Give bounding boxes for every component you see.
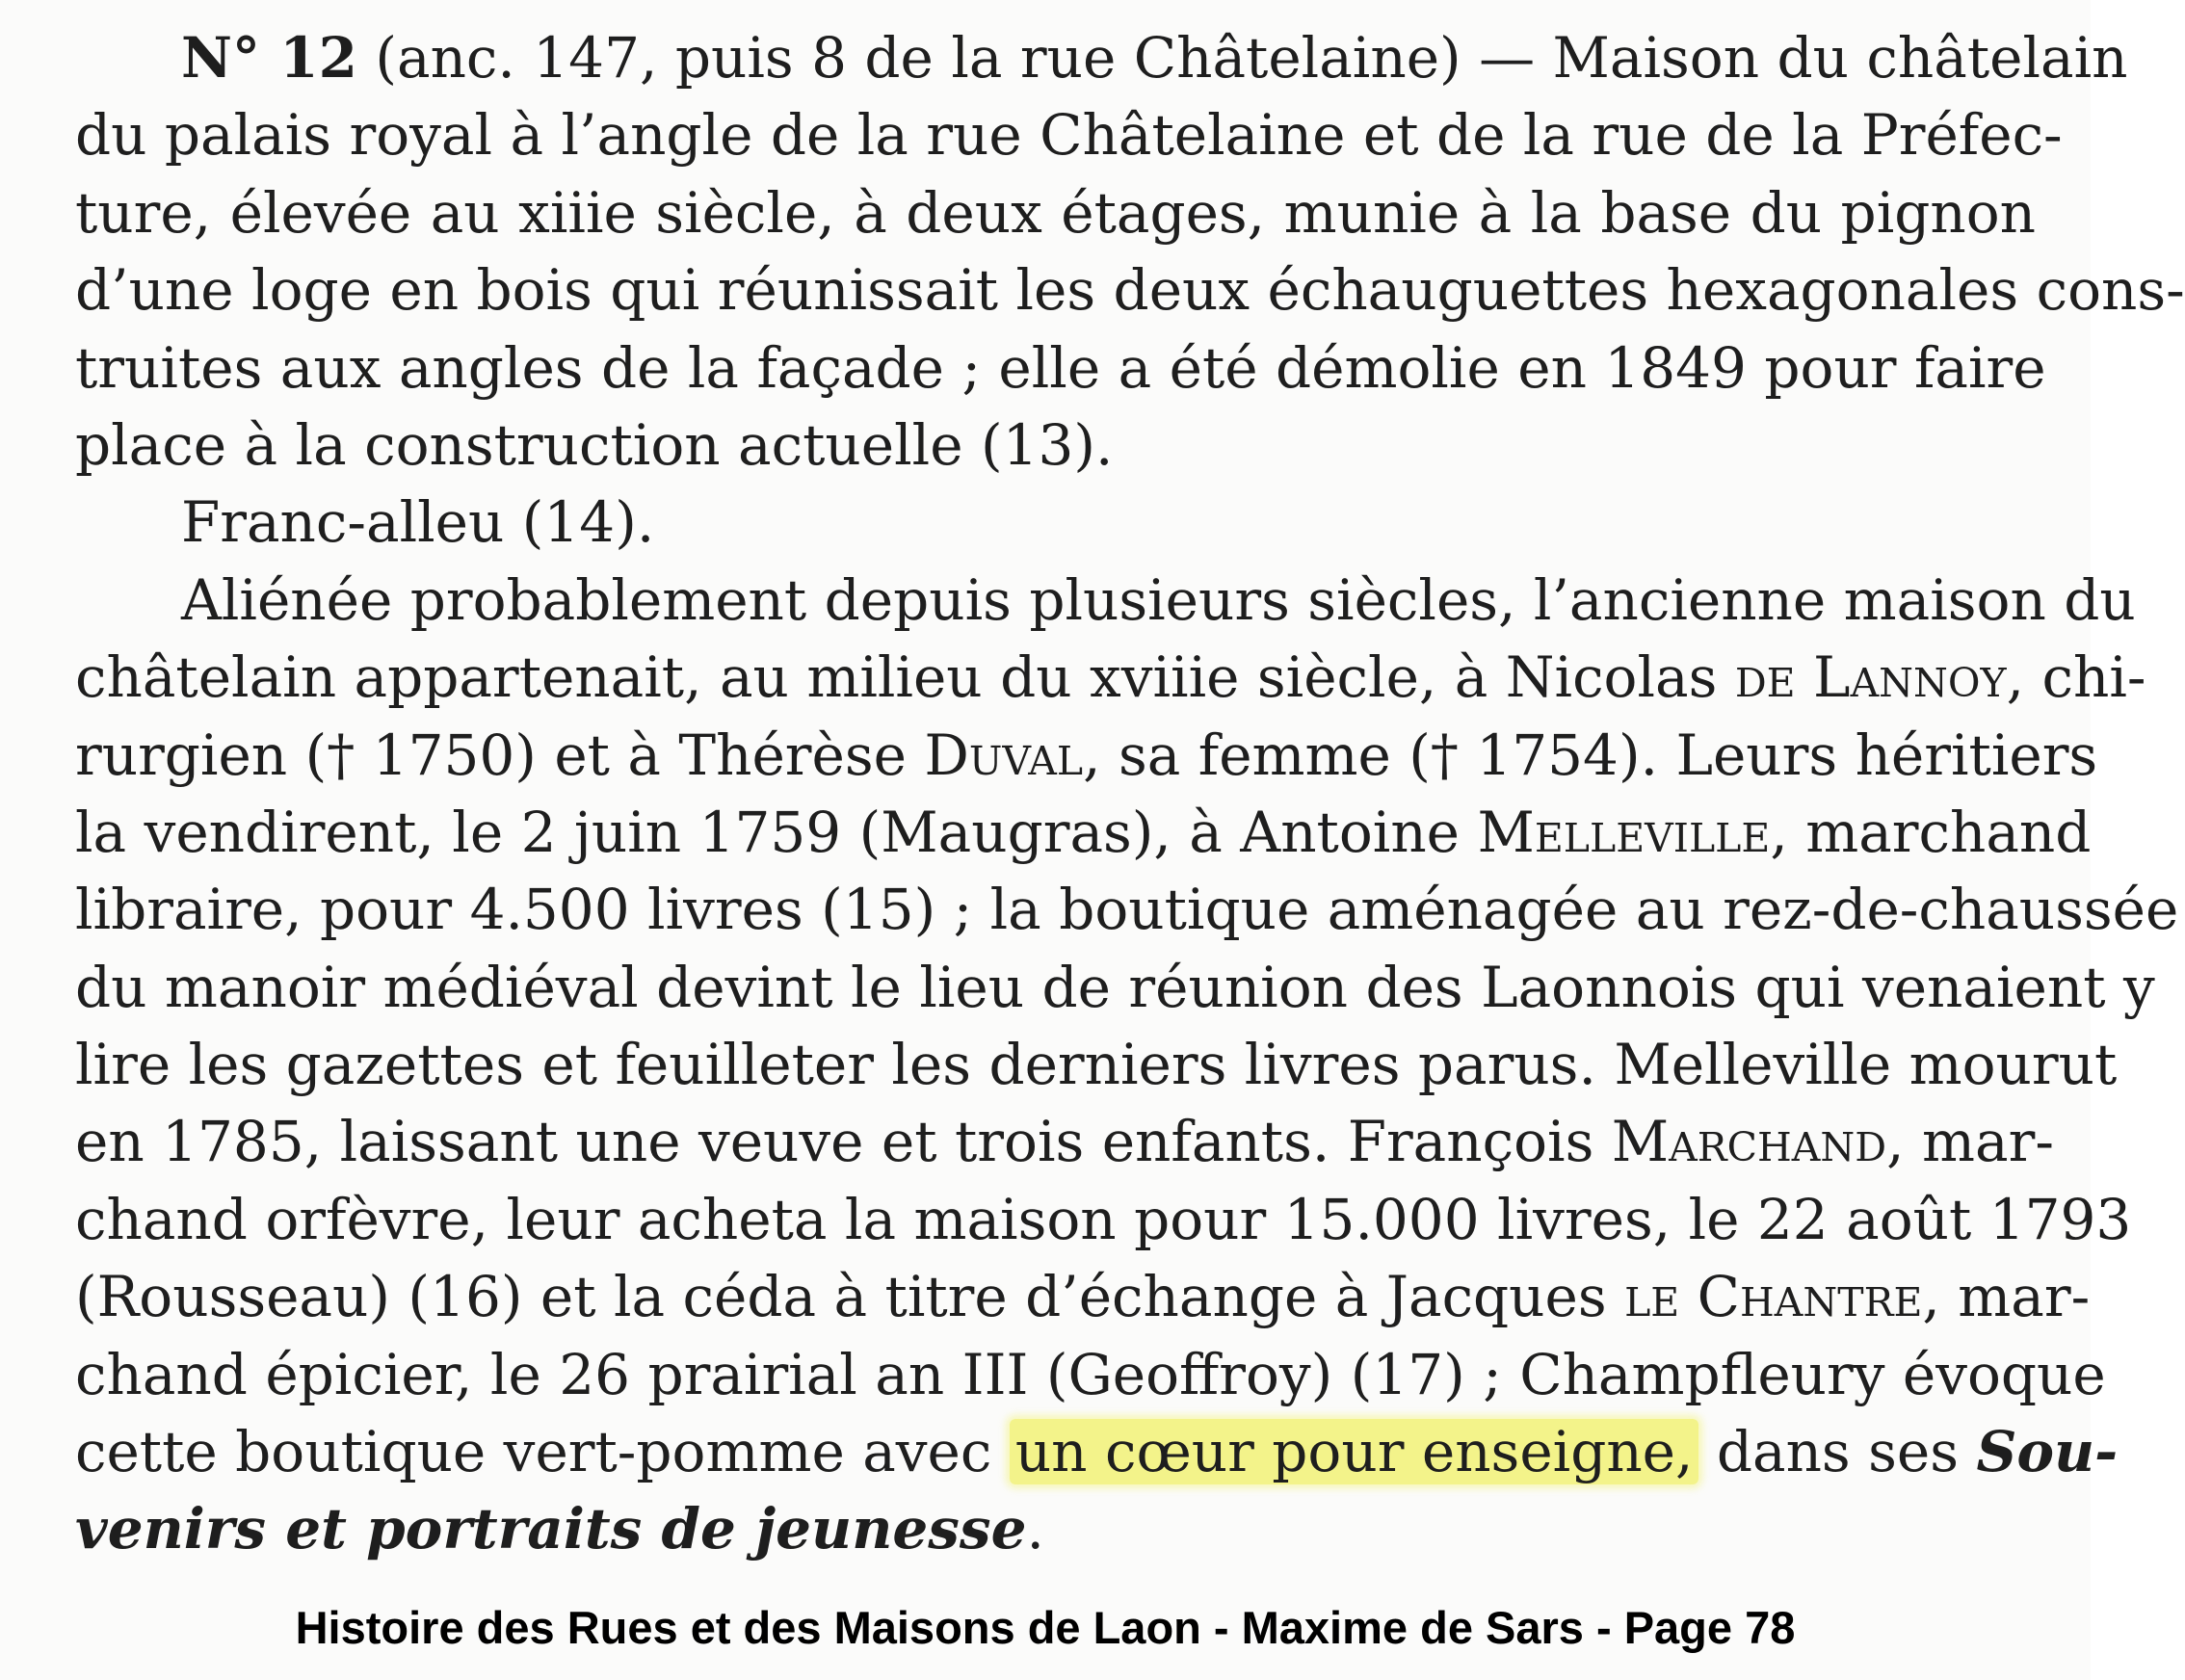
text-line-6: place à la construction actuelle (13). [75,411,1114,478]
book-excerpt [75,19,2185,1568]
text-line-2: du palais royal à l’angle de la rue Châtelaine et de la rue de la Préfec- [75,102,2063,169]
text-line-9 [75,639,2146,716]
text-run: la vendirent, le 2 juin 1759 (Maugras), à Antoine [75,799,1478,865]
text-run: cette boutique vert-pomme avec [75,1419,1010,1485]
text-line-19 [75,1413,2119,1490]
text-line-8: Aliénée probablement depuis plusieurs siècles, l’ancienne maison du [181,566,2136,633]
text-line-13: du manoir médiéval devint le lieu de réunion des Laonnois qui venaient y [75,954,2155,1020]
text-line-16: chand orfèvre, leur acheta la maison pour 15.000 livres, le 22 août 1793 [75,1186,2132,1252]
page-caption: Histoire des Rues et des Maisons de Laon - Maxime de Sars - Page 78 [295,1602,1796,1653]
text-line-14: lire les gazettes et feuilleter les derniers livres parus. Melleville mourut [75,1032,2118,1098]
text-run: (Rousseau) (16) et la céda à titre d’échange à Jacques [75,1264,1625,1330]
text-run: , marchand [1770,799,2092,865]
text-run: , mar- [1922,1264,2091,1330]
person-name: de Lannoy [1734,644,2007,711]
book-title: venirs et portraits de jeunesse [75,1496,1027,1562]
text-run: rurgien († 1750) et à Thérèse [75,722,925,788]
text-line-18: chand épicier, le 26 prairial an III (Geoffroy) (17) ; Champfleury évoque [75,1341,2106,1407]
text-run: (anc. 147, puis 8 de la rue Châtelaine) — Maison du châtelain [356,25,2128,91]
text-line-11 [75,794,2092,871]
person-name: Marchand [1611,1109,1887,1175]
text-line-10 [75,717,2098,794]
highlighted-phrase: un cœur pour enseigne, [1010,1419,1699,1484]
text-run: dans ses [1698,1419,1977,1485]
person-name: Melleville [1477,799,1771,865]
text-line-3: ture, élevée au xiiie siècle, à deux étages, munie à la base du pignon [75,179,2036,246]
text-line-4: d’une loge en bois qui réunissait les deux échauguettes hexagonales cons- [75,257,2185,324]
text-run: , sa femme († 1754). Leurs héritiers [1083,722,2098,788]
text-run: , chi- [2006,644,2146,711]
text-run: , mar- [1886,1109,2054,1175]
text-line-15 [75,1103,2054,1180]
text-line-5: truites aux angles de la façade ; elle a été démolie en 1849 pour faire [75,334,2046,401]
text-run: châtelain appartenait, au milieu du xviiie siècle, à Nicolas [75,644,1735,711]
text-line-17 [75,1258,2091,1335]
text-line-20 [75,1490,2036,1567]
person-name: Duval [924,722,1084,788]
text-line-12: libraire, pour 4.500 livres (15) ; la boutique aménagée au rez-de-chaussée [75,877,2179,943]
house-number: N° 12 [181,25,357,91]
text-line-7: Franc-alleu (14). [181,489,655,556]
text-run: en 1785, laissant une veuve et trois enfants. François [75,1109,1612,1175]
person-name: le Chantre [1624,1264,1923,1330]
book-title: Sou- [1976,1419,2119,1485]
text-line-1 [75,19,2128,96]
text-run: . [1026,1496,1044,1562]
